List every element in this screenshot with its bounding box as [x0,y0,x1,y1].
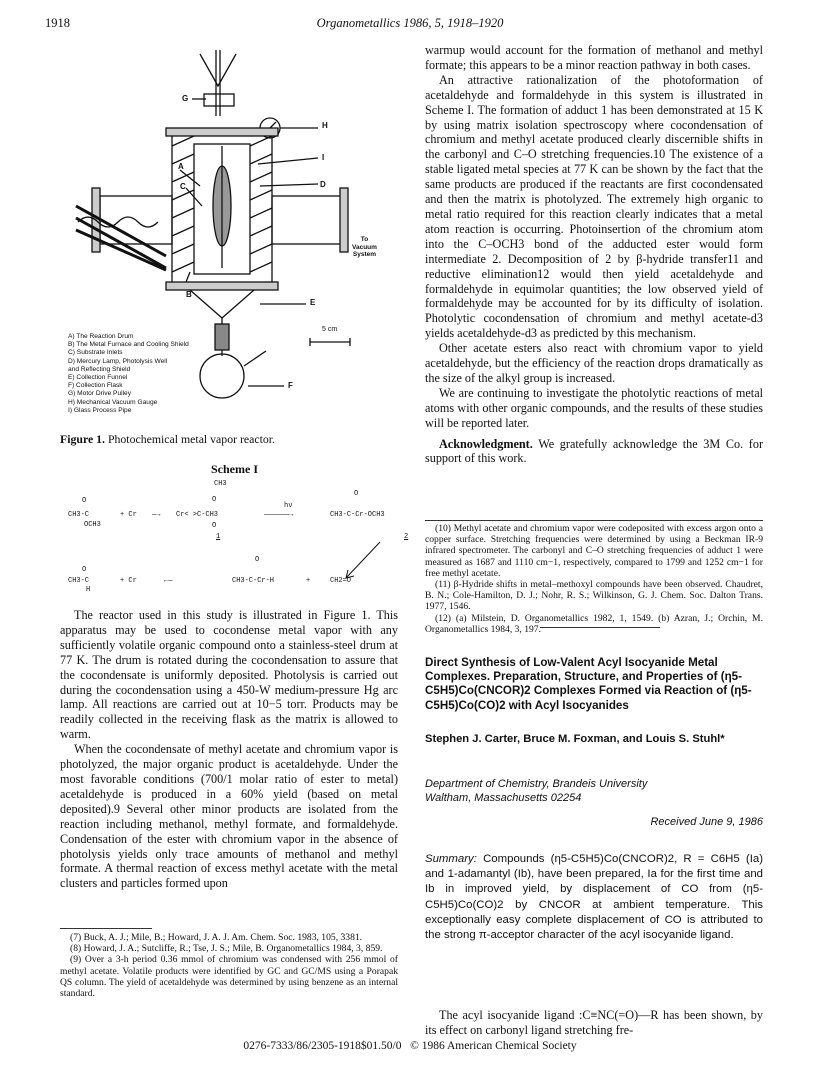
figure-label-i: I [322,153,325,162]
scheme-title: Scheme I [211,462,258,476]
scale-label: 5 cm [322,326,338,333]
received-date: Received June 9, 1986 [650,816,763,828]
article-intro: The acyl isocyanide ligand :C≡NC(=O)—R has been shown, by its effect on carbonyl ligand stretching fre- [425,1008,763,1037]
acknowledgment: Acknowledgment. We gratefully acknowledge the 3M Co. for support of this work. [425,436,763,466]
figure-label-c: C [180,182,186,191]
left-body-text: The reactor used in this study is illustrated in Figure 1. This apparatus may be used to cocondense metal vapor with any sufficiently volatile organic compound onto a stainless-steel drum at 77 K. The drum is rotated during the cocondensation to assure that the cocondensate is uniformly deposited. Photolysis is carried out during the cocondensation using a 450-W medium-pressure Hg arc lamp. All reactions are carried out at 10−5 torr. Products may be readily collected in the receiving flask as the matrix is allowed to warm. When the cocondensate of methyl acetate and chromium vapor is photolyzed, the major organic product is acetaldehyde. Under the most favorable conditions (700/1 molar ratio of ester to metal) acetaldehyde is produced in a 60% yield (based on metal deposited).9 Several other minor products are isolated from the reaction including methanol, methyl formate, and formaldehyde. Condensation of the ester with chromium vapor in the absence of photolysis yields only trace amounts of methanol and methyl formate. A thermal reaction of excess methyl acetate with the metal clusters and particles formed upon [60,608,398,891]
footnote-rule-right [425,520,763,521]
footnote-rule-left [60,928,152,929]
page-footer: 0276-7333/86/2305-1918$01.50/0 © 1986 American Chemical Society [243,1040,577,1052]
figure-label-e: E [310,298,316,307]
article-authors: Stephen J. Carter, Bruce M. Foxman, and Louis S. Stuhl* [425,733,725,745]
scheme-i: O CH3-C OCH3 + Cr —→ CH3 O Cr< >C-CH3 O 1 hν ——————→ O CH3-C-Cr-OCH3 2 O CH3-C H + Cr ←— O CH3-C-Cr-H + CH2=O [68,480,409,594]
figure-label-g: G [182,94,189,103]
right-body-text: warmup would account for the formation of methanol and methyl formate; this appears to be a minor reaction pathway in both cases. An attractive rationalization of the photoformation of acetaldehyde and formaldehyde in this system is illustrated in Scheme I. The formation of adduct 1 has been demonstrated at 15 K by using matrix isolation spectroscopy where cocondensation of chromium and methyl acetate produced clearly discernible shifts in the carbonyl and C–O stretching frequencies.10 The existence of a stable ligated metal species at 77 K can be shown by the fact that the same products are produced if the reactants are first cocondensated and then the matrix is photolyzed. The extremely high organic to metal ratio required for this reaction clearly indicates that a metal atom reaction is occurring. Photoinsertion of the chromium atom into the C–OCH3 bond of the adducted ester would form intermediate 2. Decomposition of 2 by β-hydride transfer11 and reductive elimination12 would then yield acetaldehyde and formaldehyde in equimolar quantities; the low observed yield of formaldehyde may be accounted for by its difficulty of isolation. Photolytic cocondensation of chromium and methyl acetate-d3 yields acetaldehyde-d3 as predicted by this mechanism. Other acetate esters also react with chromium vapor to yield acetaldehyde, but the efficiency of the reaction drops dramatically as the size of the alkyl group is increased. We are continuing to investigate the photolytic reactions of metal atoms with other organic compounds, and the results of these studies will be reported later. Acknowledgment. We gratefully acknowledge the 3M Co. for support of this work. [425,43,763,466]
figure-label-b: B [186,290,192,299]
vacuum-label: To Vacuum System [352,236,377,258]
figure-label-d: D [320,180,326,189]
figure-legend: A) The Reaction Drum B) The Metal Furnace and Cooling Shield C) Substrate Inlets D) Mercury Lamp, Photolysis Well and Reflecting Shield E) Collection Funnel F) Collection Flask G) Motor Drive Pulley H) Mechanical Vacuum Gauge I) Glass Process Pipe [68,333,189,414]
article-affiliation: Department of Chemistry, Brandeis University Waltham, Massachusetts 02254 [425,778,648,804]
page-number: 1918 [45,16,70,30]
article-separator [540,627,660,628]
figure-label-f: F [288,381,293,390]
figure-label-h: H [322,121,328,130]
scheme-arrow-diagonal [340,538,390,588]
figure-label-a: A [178,162,184,171]
right-footnotes: (10) Methyl acetate and chromium vapor were codeposited with excess argon onto a copper surface. Stretching frequencies were determined by using a Beckman IR-9 infrared spectrometer. The carbonyl and C–O stretching frequencies of adduct 1 were measured as 1687 and 1110 cm−1, respectively, compared to 1799 and 1252 cm−1 for free methyl acetate. (11) β-Hydride shifts in metal–methoxyl compounds have been observed. Chaudret, B. N.; Cole-Hamilton, D. J.; Nohr, R. S.; Wilkinson, G. J. Chem. Soc. Dalton Trans. 1977, 1546. (12) (a) Milstein, D. Organometallics 1982, 1, 1549. (b) Azran, J.; Orchin, M. Organometallics 1984, 3, 197. [425,523,763,635]
left-footnotes: (7) Buck, A. J.; Mile, B.; Howard, J. A. J. Am. Chem. Soc. 1983, 105, 3381. (8) Howard, J. A.; Sutcliffe, R.; Tse, J. S.; Mile, B. Organometallics 1984, 3, 859. (9) Over a 3-h period 0.36 mmol of chromium was condensed with 256 mmol of methyl acetate. Volatile products were identified by GC and GC/MS using a Porapak QS column. The yield of acetaldehyde was determined by using benzene as an internal standard. [60,932,398,1000]
article-title: Direct Synthesis of Low-Valent Acyl Isocyanide Metal Complexes. Preparation, Structure, and Properties of (η5-C5H5)Co(CNCOR)2 Complexes Formed via Reaction of (η5-C5H5)Co(CO)2 with Acyl Isocyanides [425,656,752,712]
article-summary: Summary: Compounds (η5-C5H5)Co(CNCOR)2, R = C6H5 (Ia) and 1-adamantyl (Ib), have been prepared, Ia for the first time and Ib in improved yield, by displacement of CO from (η5-C5H5)Co(CO)2 by CNCOR at ambient temperature. This exceptionally easy complete displacement of CO is attributed to the strong π-acceptor character of the acyl isocyanide ligand. [425,853,763,942]
running-header: Organometallics 1986, 5, 1918–1920 [316,16,504,30]
figure-caption: Figure 1. Photochemical metal vapor reactor. [60,432,276,446]
